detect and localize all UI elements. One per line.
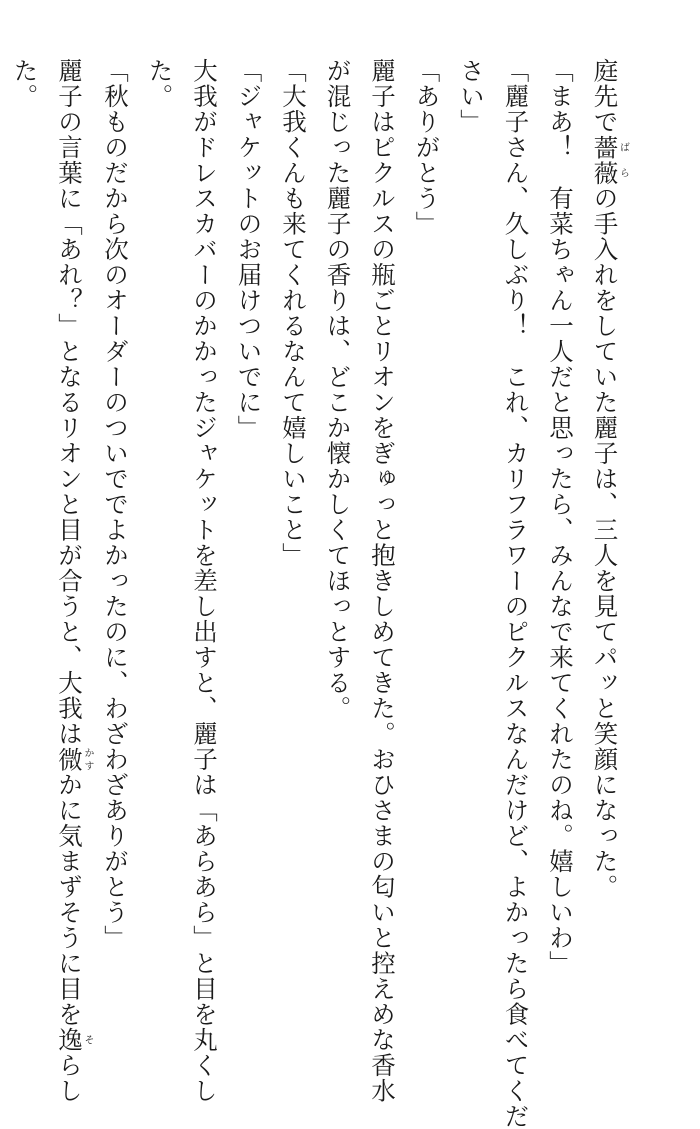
text-line-8: 「大我くんも来てくれるなんて嬉しいこと」 — [279, 58, 308, 568]
text-line-3: 「麗子さん、久しぶり！ これ、カリフラワーのピクルスなんだけど、よかったら食べてくだ — [501, 58, 531, 1129]
ruby-kasu: 微かす — [55, 746, 93, 772]
text-line-4: さい」 — [457, 58, 486, 135]
text-line-9: 「ジャケットのお届けついでに」 — [234, 58, 264, 441]
text-line-7: が混じった麗子の香りは、どこか懐かしくてほっとする。 — [323, 58, 353, 721]
ruby-bara: 薔薇ばら — [590, 134, 629, 186]
text-line-10: 大我がドレスカバーのかかったジャケットを差し出すと、麗子は「あらあら」と目を丸くし — [190, 58, 219, 1104]
ruby-so: 逸そ — [55, 1027, 93, 1053]
text-line-5: 「ありがとう」 — [412, 58, 442, 237]
text-line-14: た。 — [10, 58, 40, 109]
text-line-2: 「まあ！ 有菜ちゃん一人だと思ったら、みんなで来てくれたのね。嬉しいわ」 — [546, 58, 575, 976]
text-line-6: 麗子はピクルスの瓶ごとリオンをぎゅっと抱きしめてきた。おひさまの匂いと控えめな香水 — [368, 58, 397, 1104]
text-line-1: 庭先で薔薇ばらの手入れをしていた麗子は、三人を見てパッと笑顔になった。 — [590, 58, 629, 900]
novel-text-body — [0, 58, 629, 1129]
text-line-12: 「秋ものだから次のオーダーのついででよかったのに、わざわざありがとう」 — [101, 58, 130, 951]
text-line-13: 麗子の言葉に「あれ？」となるリオンと目が合うと、大我は微かすかに気まずそうに目を逸そらし — [55, 58, 93, 1104]
text-line-11: た。 — [145, 58, 175, 109]
text-line-15 — [0, 58, 2, 958]
